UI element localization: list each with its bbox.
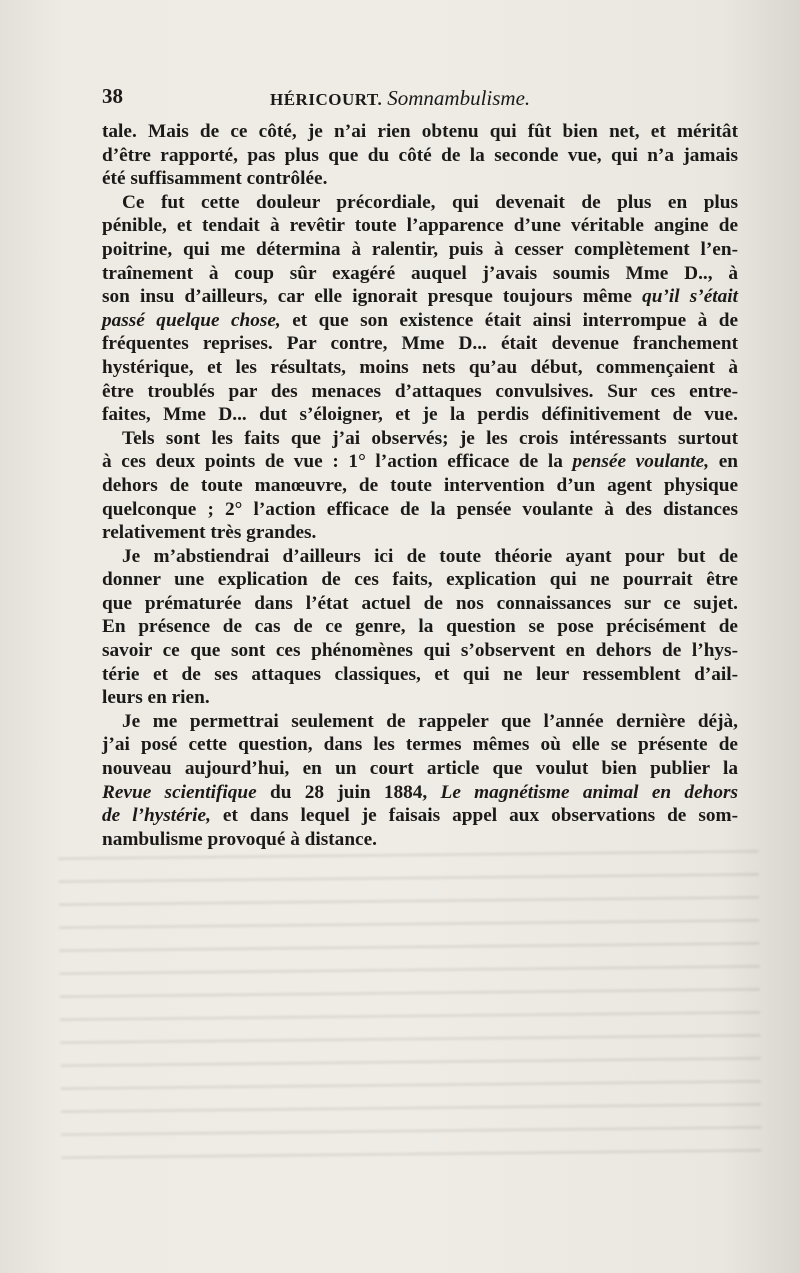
text-line: leurs en rien. [102,687,210,709]
text-line: Tels sont les faits que j’ai observés; je les crois intéressants surtout [122,427,738,449]
text-line: Revue scientifique du 28 juin 1884, Le magnétisme animal en dehors [102,781,738,803]
text-line: j’ai posé cette question, dans les termes mêmes où elle se présente de [102,734,738,756]
text-line: fréquentes reprises. Par contre, Mme D... était devenue franchement [102,333,738,355]
text-line: savoir ce que sont ces phénomènes qui s’observent en dehors de l’hys- [102,640,738,662]
body-text [102,120,738,851]
text-line: En présence de cas de ce genre, la question se pose précisément de [102,616,738,638]
page-number: 38 [102,84,123,108]
text-line: Ce fut cette douleur précordiale, qui devenait de plus en plus [122,191,738,213]
page-header [102,84,738,114]
text-line: nouveau aujourd’hui, en un court article que voulut bien publier la [102,758,738,780]
text-line: hystérique, et les résultats, moins nets qu’au début, commençaient à [102,356,738,378]
text-line: nambulisme provoqué à distance. [102,828,377,850]
text-line: à ces deux points de vue : 1° l’action efficace de la pensée voulante, en [102,451,738,473]
text-line: Je m’abstiendrai d’ailleurs ici de toute théorie ayant pour but de [122,545,738,567]
text-line: faites, Mme D... dut s’éloigner, et je la perdis définitivement de vue. [102,404,738,426]
text-line: pénible, et tendait à revêtir toute l’apparence d’une véritable angine de [102,215,738,237]
running-head-author: HÉRICOURT. [270,90,383,109]
text-line: être troublés par des menaces d’attaques convulsives. Sur ces entre- [102,380,738,402]
text-line: quelconque ; 2° l’action efficace de la pensée voulante à des distances [102,498,738,520]
running-head-title: Somnambulisme. [387,86,531,110]
text-line: tale. Mais de ce côté, je n’ai rien obtenu qui fût bien net, et méritât [102,121,738,142]
text-line: térie et de ses attaques classiques, et qui ne leur ressemblent d’ail- [102,663,738,685]
text-line: été suffisamment contrôlée. [102,168,328,190]
text-line: donner une explication de ces faits, explication qui ne pourrait être [102,569,738,591]
text-line: Je me permettrai seulement de rappeler que l’année dernière déjà, [122,710,738,732]
show-through-text [58,838,761,1175]
text-line: son insu d’ailleurs, car elle ignorait presque toujours même qu’il s’était [102,286,738,308]
text-line: que prématurée dans l’état actuel de nos connaissances sur ce sujet. [102,592,738,614]
text-line: passé quelque chose, et que son existence était ainsi interrompue à de [102,309,738,331]
text-line: poitrine, qui me détermina à ralentir, puis à cesser complètement l’en- [102,238,738,260]
text-line: traînement à coup sûr exagéré auquel j’avais soumis Mme D.., à [102,262,738,284]
running-head [270,86,530,111]
text-line: de l’hystérie, et dans lequel je faisais appel aux observations de som- [102,805,738,827]
text-line: dehors de toute manœuvre, de toute intervention d’un agent physique [102,474,738,496]
text-line: relativement très grandes. [102,522,317,544]
text-line: d’être rapporté, pas plus que du côté de la seconde vue, qui n’a jamais [102,144,738,166]
